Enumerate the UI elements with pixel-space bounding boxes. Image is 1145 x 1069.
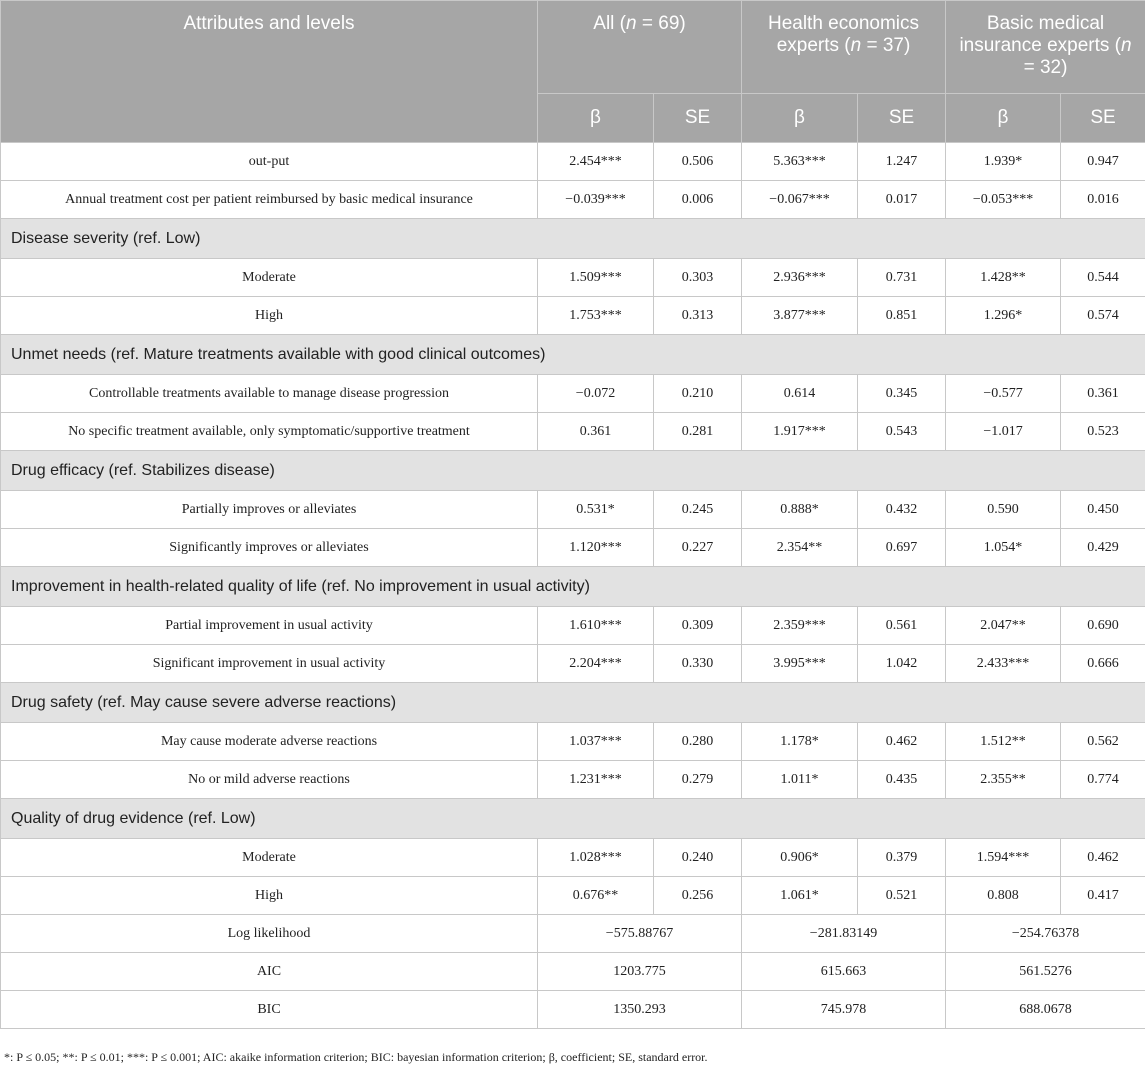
stat-row <box>1 991 1145 1029</box>
se-cell: 0.666 <box>1061 645 1145 683</box>
beta-cell: 1.011* <box>742 761 858 799</box>
beta-cell: 1.054* <box>946 529 1061 567</box>
se-cell: 0.429 <box>1061 529 1145 567</box>
row-label: Annual treatment cost per patient reimbursed by basic medical insurance <box>1 181 538 219</box>
se-cell: 0.313 <box>654 297 742 335</box>
attributes-header: Attributes and levels <box>1 1 538 143</box>
se-cell: 0.574 <box>1061 297 1145 335</box>
beta-cell: 1.231*** <box>538 761 654 799</box>
section-label: Drug safety (ref. May cause severe adverse reactions) <box>1 683 1145 723</box>
all-group-header: All (n = 69) <box>538 1 742 94</box>
se-cell: 0.544 <box>1061 259 1145 297</box>
se-cell: 0.523 <box>1061 413 1145 451</box>
table-row <box>1 529 1145 567</box>
section-label: Disease severity (ref. Low) <box>1 219 1145 259</box>
row-label: Partially improves or alleviates <box>1 491 538 529</box>
row-label: Controllable treatments available to manage disease progression <box>1 375 538 413</box>
insurance-se-header: SE <box>1061 94 1145 143</box>
beta-cell: 1.296* <box>946 297 1061 335</box>
beta-cell: 1.610*** <box>538 607 654 645</box>
beta-cell: −0.577 <box>946 375 1061 413</box>
table-row <box>1 297 1145 335</box>
beta-cell: 0.361 <box>538 413 654 451</box>
row-label: No or mild adverse reactions <box>1 761 538 799</box>
section-row <box>1 219 1145 259</box>
beta-cell: 2.936*** <box>742 259 858 297</box>
table-row <box>1 491 1145 529</box>
footnote: *: P ≤ 0.05; **: P ≤ 0.01; ***: P ≤ 0.001; AIC: akaike information criterion; BIC: bayesian information criterion; β, coefficient; SE, standard error. <box>4 1050 708 1064</box>
se-cell: 0.462 <box>858 723 946 761</box>
stat-value: 561.5276 <box>946 953 1145 991</box>
row-label: High <box>1 877 538 915</box>
stat-value: 1350.293 <box>538 991 742 1029</box>
beta-cell: 0.676** <box>538 877 654 915</box>
row-label: AIC <box>1 953 538 991</box>
se-cell: 0.506 <box>654 143 742 181</box>
stat-value: 1203.775 <box>538 953 742 991</box>
beta-cell: 3.995*** <box>742 645 858 683</box>
se-cell: 0.543 <box>858 413 946 451</box>
table-row <box>1 259 1145 297</box>
se-cell: 0.361 <box>1061 375 1145 413</box>
se-cell: 0.947 <box>1061 143 1145 181</box>
health-se-header: SE <box>858 94 946 143</box>
se-cell: 0.303 <box>654 259 742 297</box>
table-row <box>1 761 1145 799</box>
beta-cell: 1.753*** <box>538 297 654 335</box>
se-cell: 0.562 <box>1061 723 1145 761</box>
row-label: May cause moderate adverse reactions <box>1 723 538 761</box>
all-se-header: SE <box>654 94 742 143</box>
beta-cell: 1.939* <box>946 143 1061 181</box>
row-label: BIC <box>1 991 538 1029</box>
stat-row <box>1 953 1145 991</box>
se-cell: 0.690 <box>1061 607 1145 645</box>
beta-cell: 2.047** <box>946 607 1061 645</box>
table-row <box>1 723 1145 761</box>
section-row <box>1 335 1145 375</box>
insurance-group-header: Basic medical insurance experts (n = 32) <box>946 1 1145 94</box>
se-cell: 0.281 <box>654 413 742 451</box>
se-cell: 0.521 <box>858 877 946 915</box>
beta-cell: 1.594*** <box>946 839 1061 877</box>
se-cell: 0.017 <box>858 181 946 219</box>
beta-cell: 5.363*** <box>742 143 858 181</box>
se-cell: 0.006 <box>654 181 742 219</box>
stat-row <box>1 915 1145 953</box>
beta-cell: −1.017 <box>946 413 1061 451</box>
se-cell: 0.697 <box>858 529 946 567</box>
section-label: Unmet needs (ref. Mature treatments available with good clinical outcomes) <box>1 335 1145 375</box>
se-cell: 0.379 <box>858 839 946 877</box>
se-cell: 0.245 <box>654 491 742 529</box>
stat-value: 745.978 <box>742 991 946 1029</box>
beta-cell: 2.433*** <box>946 645 1061 683</box>
row-label: Partial improvement in usual activity <box>1 607 538 645</box>
row-label: No specific treatment available, only symptomatic/supportive treatment <box>1 413 538 451</box>
beta-cell: 1.028*** <box>538 839 654 877</box>
se-cell: 0.450 <box>1061 491 1145 529</box>
section-row <box>1 567 1145 607</box>
row-label: Log likelihood <box>1 915 538 953</box>
se-cell: 0.462 <box>1061 839 1145 877</box>
se-cell: 0.345 <box>858 375 946 413</box>
section-row <box>1 451 1145 491</box>
table-row <box>1 181 1145 219</box>
table-row <box>1 413 1145 451</box>
table-row <box>1 645 1145 683</box>
table-row <box>1 375 1145 413</box>
beta-cell: 0.590 <box>946 491 1061 529</box>
beta-cell: 1.178* <box>742 723 858 761</box>
se-cell: 0.417 <box>1061 877 1145 915</box>
row-label: Moderate <box>1 259 538 297</box>
se-cell: 0.851 <box>858 297 946 335</box>
beta-cell: 3.877*** <box>742 297 858 335</box>
table-row <box>1 877 1145 915</box>
section-row <box>1 683 1145 723</box>
beta-cell: 1.428** <box>946 259 1061 297</box>
table-row <box>1 607 1145 645</box>
beta-cell: 2.204*** <box>538 645 654 683</box>
beta-cell: −0.039*** <box>538 181 654 219</box>
beta-cell: 0.531* <box>538 491 654 529</box>
se-cell: 1.042 <box>858 645 946 683</box>
se-cell: 0.731 <box>858 259 946 297</box>
beta-cell: 2.454*** <box>538 143 654 181</box>
section-label: Drug efficacy (ref. Stabilizes disease) <box>1 451 1145 491</box>
beta-cell: −0.067*** <box>742 181 858 219</box>
beta-cell: 1.512** <box>946 723 1061 761</box>
se-cell: 0.240 <box>654 839 742 877</box>
beta-cell: 1.061* <box>742 877 858 915</box>
stat-value: 688.0678 <box>946 991 1145 1029</box>
beta-cell: 1.037*** <box>538 723 654 761</box>
beta-cell: 2.359*** <box>742 607 858 645</box>
beta-cell: 1.120*** <box>538 529 654 567</box>
beta-cell: 0.808 <box>946 877 1061 915</box>
stat-value: 615.663 <box>742 953 946 991</box>
se-cell: 0.279 <box>654 761 742 799</box>
se-cell: 0.330 <box>654 645 742 683</box>
se-cell: 0.256 <box>654 877 742 915</box>
beta-cell: 0.614 <box>742 375 858 413</box>
beta-cell: 2.354** <box>742 529 858 567</box>
insurance-beta-header: β <box>946 94 1061 143</box>
se-cell: 0.016 <box>1061 181 1145 219</box>
beta-cell: 0.906* <box>742 839 858 877</box>
beta-cell: −0.053*** <box>946 181 1061 219</box>
beta-cell: 2.355** <box>946 761 1061 799</box>
health-economics-group-header: Health economics experts (n = 37) <box>742 1 946 94</box>
beta-cell: 1.917*** <box>742 413 858 451</box>
se-cell: 0.227 <box>654 529 742 567</box>
section-label: Improvement in health-related quality of life (ref. No improvement in usual activity) <box>1 567 1145 607</box>
health-beta-header: β <box>742 94 858 143</box>
se-cell: 0.210 <box>654 375 742 413</box>
row-label: out-put <box>1 143 538 181</box>
beta-cell: 1.509*** <box>538 259 654 297</box>
row-label: Significantly improves or alleviates <box>1 529 538 567</box>
beta-cell: 0.888* <box>742 491 858 529</box>
stat-value: −575.88767 <box>538 915 742 953</box>
section-label: Quality of drug evidence (ref. Low) <box>1 799 1145 839</box>
se-cell: 0.309 <box>654 607 742 645</box>
se-cell: 0.435 <box>858 761 946 799</box>
se-cell: 0.432 <box>858 491 946 529</box>
row-label: Significant improvement in usual activity <box>1 645 538 683</box>
table-body <box>1 143 1145 1029</box>
stat-value: −281.83149 <box>742 915 946 953</box>
se-cell: 0.280 <box>654 723 742 761</box>
section-row <box>1 799 1145 839</box>
row-label: Moderate <box>1 839 538 877</box>
se-cell: 1.247 <box>858 143 946 181</box>
stat-value: −254.76378 <box>946 915 1145 953</box>
se-cell: 0.561 <box>858 607 946 645</box>
table-row <box>1 143 1145 181</box>
table-row <box>1 839 1145 877</box>
row-label: High <box>1 297 538 335</box>
beta-cell: −0.072 <box>538 375 654 413</box>
all-beta-header: β <box>538 94 654 143</box>
se-cell: 0.774 <box>1061 761 1145 799</box>
